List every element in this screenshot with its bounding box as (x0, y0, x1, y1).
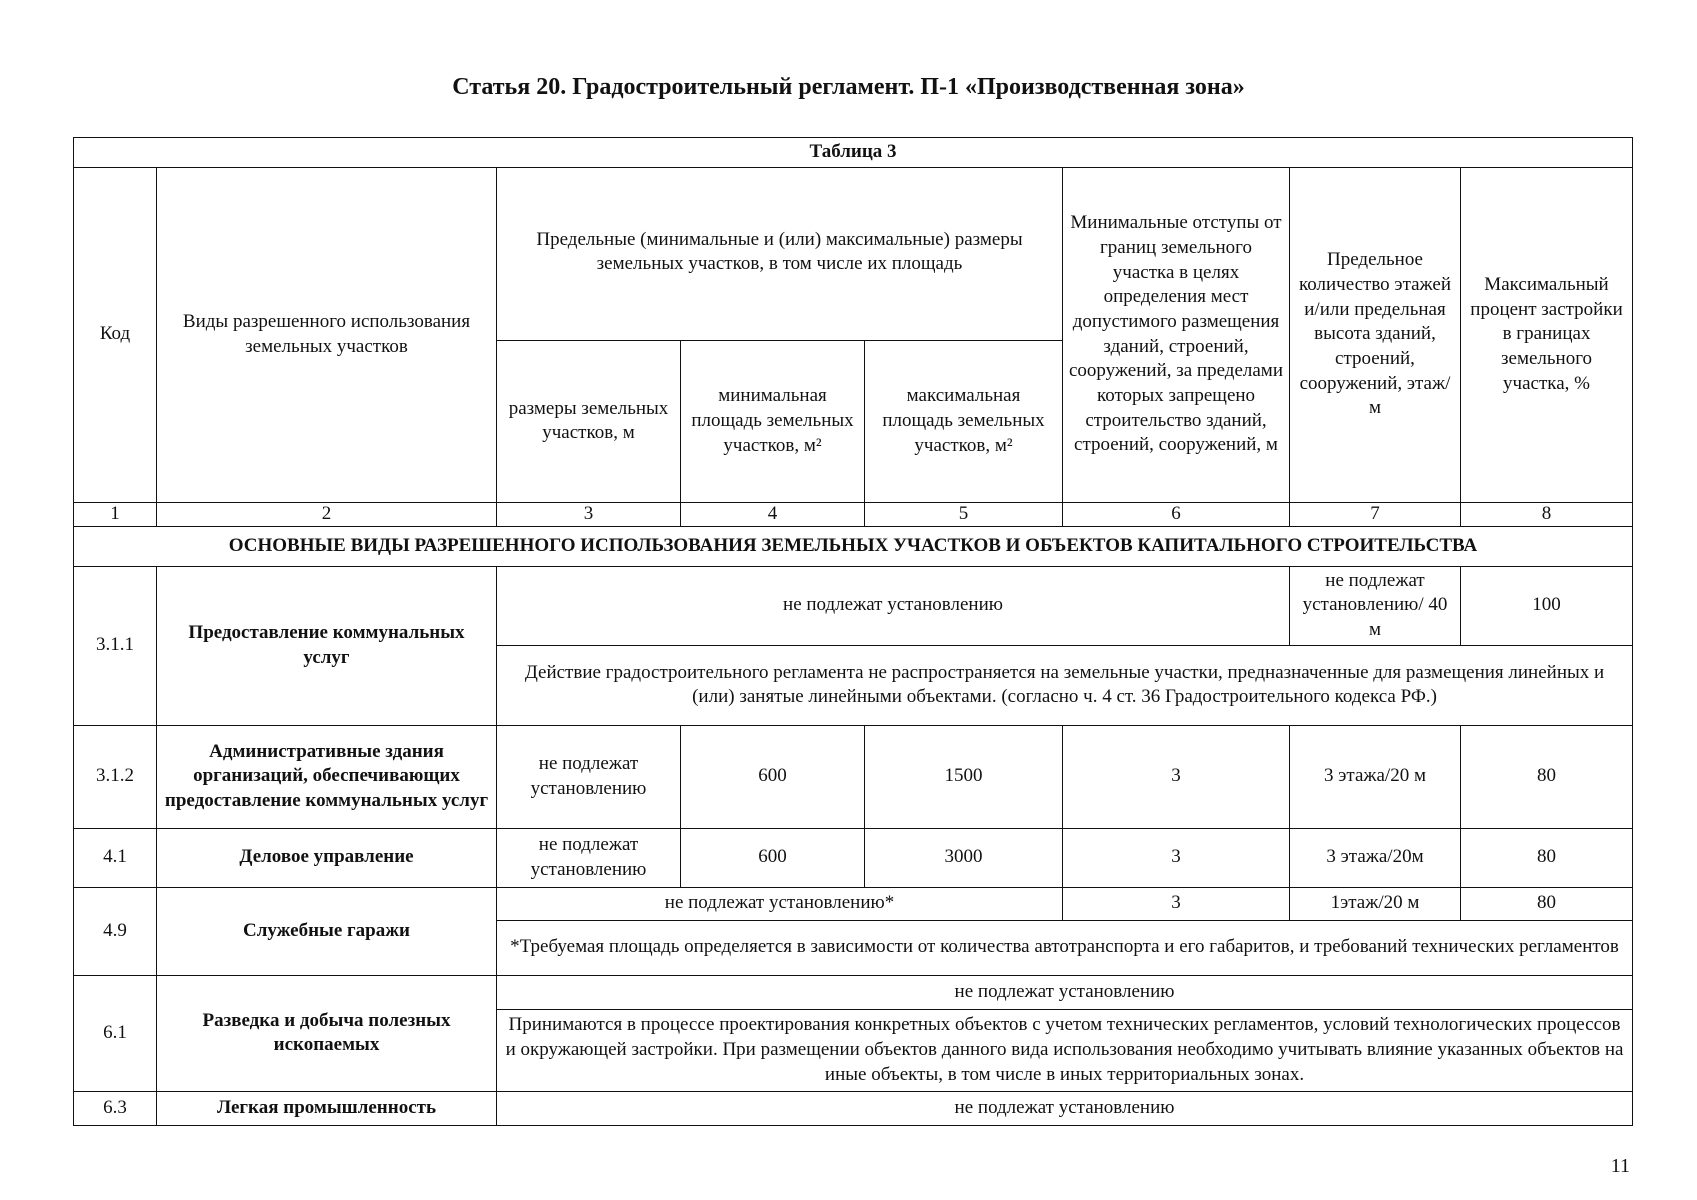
row-sizes: не подлежат установлению (497, 828, 681, 887)
col-number: 1 (74, 502, 157, 526)
col-number: 4 (681, 502, 865, 526)
regulation-table (73, 137, 1633, 1126)
row-max-area: 1500 (865, 725, 1063, 828)
row-setbacks: 3 (1063, 887, 1290, 920)
row-code: 4.9 (74, 887, 157, 975)
header-floors: Предельное количество этажей и/или предельная высота зданий, строений, сооружений, этаж/м (1290, 167, 1461, 502)
row-code: 4.1 (74, 828, 157, 887)
page-title: Статья 20. Градостроительный регламент. П-1 «Производственная зона» (452, 74, 1245, 100)
header-use: Виды разрешенного использования земельных участков (157, 167, 497, 502)
col-number: 3 (497, 502, 681, 526)
row-floors: 3 этажа/20м (1290, 828, 1461, 887)
col-number: 5 (865, 502, 1063, 526)
header-min-area: минимальная площадь земельных участков, м² (681, 340, 865, 502)
row-code: 3.1.1 (74, 566, 157, 725)
row-merged-value: не подлежат установлению* (497, 887, 1063, 920)
row-name: Разведка и добыча полезных ископаемых (157, 975, 497, 1091)
row-name: Служебные гаражи (157, 887, 497, 975)
row-coverage: 80 (1461, 828, 1633, 887)
row-max-area: 3000 (865, 828, 1063, 887)
header-setbacks: Минимальные отступы от границ земельного участка в целях определения мест допустимого размещения зданий, строений, сооружений, за пределами которых запрещено строительство зданий, строений, сооружений, м (1063, 167, 1290, 502)
col-number: 6 (1063, 502, 1290, 526)
row-code: 6.3 (74, 1091, 157, 1125)
header-sizes-group: Предельные (минимальные и (или) максимальные) размеры земельных участков, в том числе их площадь (497, 167, 1063, 340)
row-code: 6.1 (74, 975, 157, 1091)
row-floors: 1этаж/20 м (1290, 887, 1461, 920)
row-code: 3.1.2 (74, 725, 157, 828)
row-name: Предоставление коммунальных услуг (157, 566, 497, 725)
row-merged-value: не подлежат установлению (497, 975, 1633, 1009)
col-number: 2 (157, 502, 497, 526)
header-max-area: максимальная площадь земельных участков, м² (865, 340, 1063, 502)
header-coverage: Максимальный процент застройки в границах земельного участка, % (1461, 167, 1633, 502)
row-name: Деловое управление (157, 828, 497, 887)
row-floors: не подлежат установлению/ 40 м (1290, 566, 1461, 645)
row-note: Принимаются в процессе проектирования конкретных объектов с учетом технических регламентов, условий технологических процессов и окружающей застройки. При размещении объектов данного вида использования необходимо учитывать влияние указанных объектов на иные объекты, в том числе в иных территориальных зонах. (497, 1009, 1633, 1091)
row-setbacks: 3 (1063, 828, 1290, 887)
header-sizes: размеры земельных участков, м (497, 340, 681, 502)
col-number: 7 (1290, 502, 1461, 526)
row-name: Административные здания организаций, обеспечивающих предоставление коммунальных услуг (157, 725, 497, 828)
row-coverage: 100 (1461, 566, 1633, 645)
row-merged-value: не подлежат установлению (497, 1091, 1633, 1125)
row-min-area: 600 (681, 828, 865, 887)
col-number: 8 (1461, 502, 1633, 526)
row-merged-value: не подлежат установлению (497, 566, 1290, 645)
row-coverage: 80 (1461, 887, 1633, 920)
row-coverage: 80 (1461, 725, 1633, 828)
page-number: 11 (1610, 1155, 1630, 1177)
row-note: *Требуемая площадь определяется в зависимости от количества автотранспорта и его габаритов, и требований технических регламентов (497, 920, 1633, 975)
row-setbacks: 3 (1063, 725, 1290, 828)
row-sizes: не подлежат установлению (497, 725, 681, 828)
row-name: Легкая промышленность (157, 1091, 497, 1125)
row-note: Действие градостроительного регламента не распространяется на земельные участки, предназначенные для размещения линейных и (или) занятые линейными объектами. (согласно ч. 4 ст. 36 Градостроительного кодекса РФ.) (497, 645, 1633, 725)
section-title: ОСНОВНЫЕ ВИДЫ РАЗРЕШЕННОГО ИСПОЛЬЗОВАНИЯ ЗЕМЕЛЬНЫХ УЧАСТКОВ И ОБЪЕКТОВ КАПИТАЛЬНОГО СТРОИТЕЛЬСТВА (74, 526, 1633, 566)
header-code: Код (74, 167, 157, 502)
row-min-area: 600 (681, 725, 865, 828)
row-floors: 3 этажа/20 м (1290, 725, 1461, 828)
table-label: Таблица 3 (74, 138, 1633, 168)
